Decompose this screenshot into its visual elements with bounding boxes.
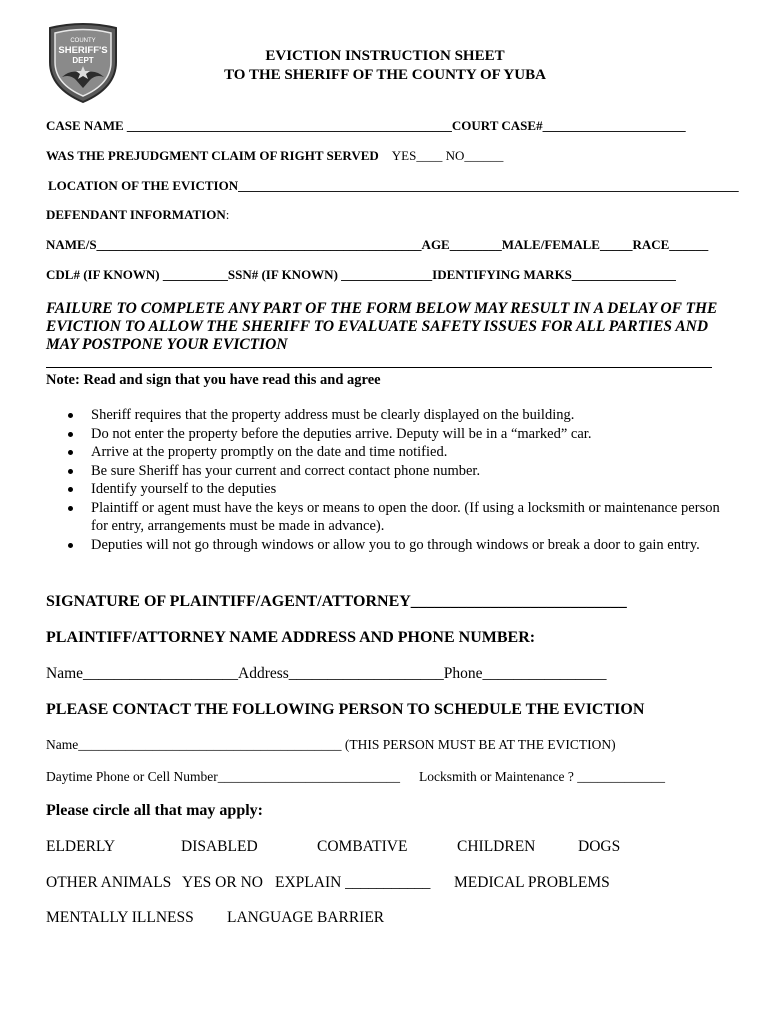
option-dogs[interactable]: DOGS: [578, 838, 621, 855]
plaintiff-heading: PLAINTIFF/ATTORNEY NAME ADDRESS AND PHONE NUMBER:: [46, 629, 536, 646]
title-line-1: EVICTION INSTRUCTION SHEET: [265, 48, 505, 64]
list-item: Arrive at the property promptly on the date and time notified.: [68, 443, 728, 462]
bullet-icon: [68, 543, 73, 548]
option-combative[interactable]: COMBATIVE: [317, 838, 408, 855]
note-text: Note: Read and sign that you have read this and agree: [46, 372, 381, 388]
warning-text: FAILURE TO COMPLETE ANY PART OF THE FORM BELOW MAY RESULT IN A DELAY OF THE EVICTION TO ALLOW THE SHERIFF TO EVALUATE SAFETY ISSUES FOR ALL PARTIES AND MAY POSTPONE YOUR EVICTION: [46, 300, 718, 353]
option-medical-problems[interactable]: MEDICAL PROBLEMS: [454, 874, 610, 891]
signature-field[interactable]: SIGNATURE OF PLAINTIFF/AGENT/ATTORNEY___________________________: [46, 593, 627, 610]
list-item: Be sure Sheriff has your current and correct contact phone number.: [68, 462, 728, 481]
option-disabled[interactable]: DISABLED: [181, 838, 258, 855]
option-yes-or-no[interactable]: YES OR NO: [182, 874, 263, 891]
option-explain[interactable]: EXPLAIN ___________: [275, 874, 431, 891]
prejudgment-options[interactable]: YES____ NO______: [391, 148, 504, 163]
contact-phone-field[interactable]: Daytime Phone or Cell Number___________________________: [46, 769, 400, 784]
title-line-2: TO THE SHERIFF OF THE COUNTY OF YUBA: [224, 67, 546, 83]
locksmith-field[interactable]: Locksmith or Maintenance ? _____________: [419, 769, 665, 784]
bullet-icon: [68, 469, 73, 474]
prejudgment-label: WAS THE PREJUDGMENT CLAIM OF RIGHT SERVED: [46, 148, 379, 163]
defendant-name-field[interactable]: NAME/S__________________________________________________AGE________MALE/FEMALE_____RACE______: [46, 237, 709, 252]
bullet-icon: [68, 413, 73, 418]
list-item: Sheriff requires that the property address must be clearly displayed on the building.: [68, 406, 728, 425]
divider: [46, 367, 712, 368]
location-field[interactable]: LOCATION OF THE EVICTION_____________________________________________________________________________: [48, 178, 739, 193]
bullet-icon: [68, 450, 73, 455]
option-elderly[interactable]: ELDERLY: [46, 838, 116, 855]
option-other-animals[interactable]: OTHER ANIMALS: [46, 874, 172, 891]
contact-name-field[interactable]: Name_______________________________________ (THIS PERSON MUST BE AT THE EVICTION): [46, 737, 616, 752]
list-item: Identify yourself to the deputies: [68, 480, 728, 499]
list-item: Do not enter the property before the deputies arrive. Deputy will be in a “marked” car.: [68, 425, 728, 444]
bullet-icon: [68, 487, 73, 492]
bullet-icon: [68, 506, 73, 511]
option-mentally-illness[interactable]: MENTALLY ILLNESS: [46, 909, 194, 926]
option-language-barrier[interactable]: LANGUAGE BARRIER: [227, 909, 385, 926]
list-item: Plaintiff or agent must have the keys or means to open the door. (If using a locksmith or maintenance person for entry, arrangements must be made in advance).: [68, 499, 728, 536]
defendant-id-field[interactable]: CDL# (IF KNOWN) __________SSN# (IF KNOWN) ______________IDENTIFYING MARKS________________: [46, 267, 676, 282]
instructions-list: [68, 406, 728, 554]
bullet-icon: [68, 432, 73, 437]
list-item: Deputies will not go through windows or allow you to go through windows or break a door to gain entry.: [68, 536, 728, 555]
defendant-colon: :: [225, 207, 230, 222]
option-children[interactable]: CHILDREN: [457, 838, 536, 855]
defendant-info: [46, 207, 229, 223]
svg-text:DEPT: DEPT: [72, 56, 94, 65]
case-name-field[interactable]: CASE NAME __________________________________________________COURT CASE#______________________: [46, 118, 686, 133]
defendant-label: DEFENDANT INFORMATION: [46, 207, 226, 222]
contact-heading: PLEASE CONTACT THE FOLLOWING PERSON TO SCHEDULE THE EVICTION: [46, 701, 645, 718]
prejudgment-question: [46, 148, 503, 164]
plaintiff-contact-field[interactable]: Name____________________Address____________________Phone________________: [46, 665, 607, 682]
circle-heading: Please circle all that may apply:: [46, 802, 263, 819]
svg-text:SHERIFF'S: SHERIFF'S: [58, 45, 108, 56]
svg-text:COUNTY: COUNTY: [70, 38, 96, 44]
